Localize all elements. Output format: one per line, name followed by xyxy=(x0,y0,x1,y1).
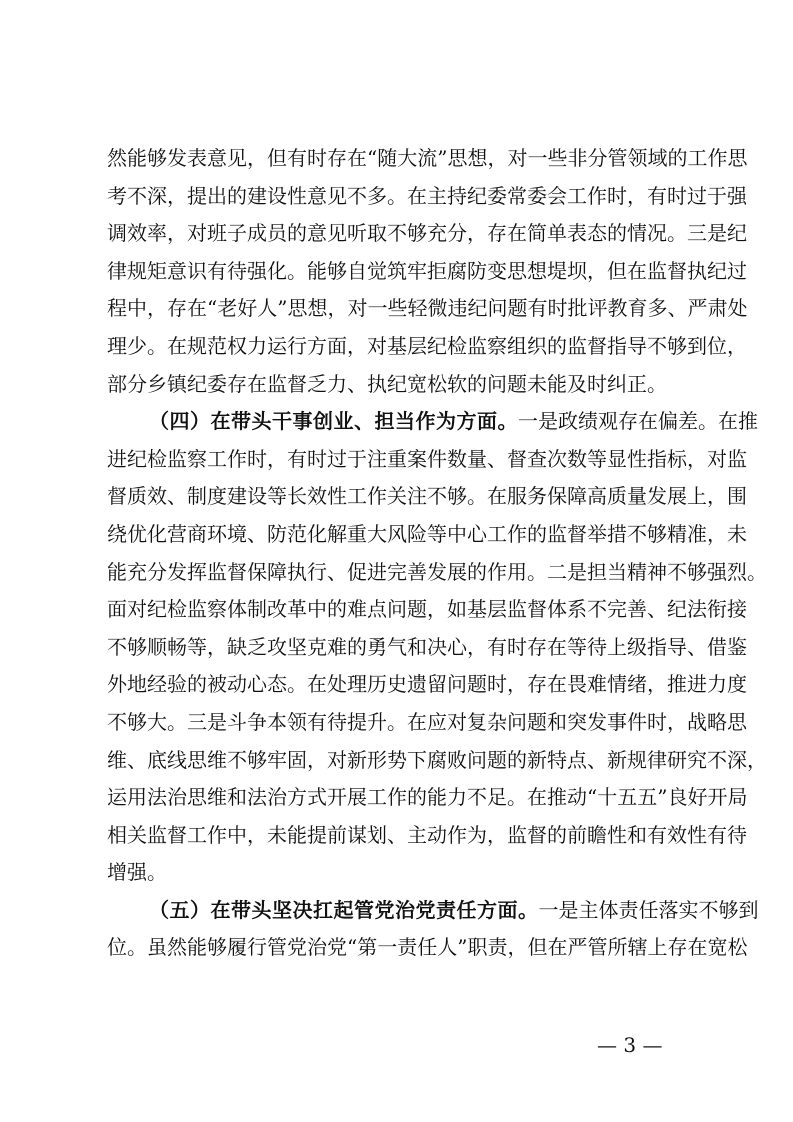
text-line: 增强。 xyxy=(107,860,167,885)
section-5-heading: （五）在带头坚决扛起管党治党责任方面。 xyxy=(149,897,539,922)
text-line: 然能够发表意见，但有时存在“随大流”思想，对一些非分管领域的工作思 xyxy=(107,146,748,170)
section-5-first-line-text: 一是主体责任落实不够到 xyxy=(538,897,759,922)
text-line: 维、底线思维不够牢固，对新形势下腐败问题的新特点、新规律研究不深， xyxy=(107,747,767,772)
text-line: 位。虽然能够履行管党治党“第一责任人”职责，但在严管所辖上存在宽松 xyxy=(107,935,748,960)
page-number: — 3 — xyxy=(597,1033,663,1057)
section-4-first-line-text: 一是政绩观存在偏差。在推 xyxy=(518,409,758,434)
text-line: 面对纪检监察体制改革中的难点问题，如基层监督体系不完善、纪法衔接 xyxy=(107,597,747,622)
body-text xyxy=(107,140,767,967)
text-line: 进纪检监察工作时，有时过于注重案件数量、督查次数等显性指标，对监 xyxy=(107,446,747,471)
section-4-heading: （四）在带头干事创业、担当作为方面。 xyxy=(149,409,518,434)
text-line: 程中，存在“老好人”思想，对一些轻微违纪问题有时批评教育多、严肃处 xyxy=(107,296,748,321)
text-line: 能充分发挥监督保障执行、促进完善发展的作用。二是担当精神不够强烈。 xyxy=(107,559,767,584)
text-line: 理少。在规范权力运行方面，对基层纪检监察组织的监督指导不够到位， xyxy=(107,333,747,358)
text-line: 运用法治思维和法治方式开展工作的能力不足。在推动“十五五”良好开局 xyxy=(107,785,748,810)
section-5-first-line xyxy=(107,892,759,930)
text-line: 不够大。三是斗争本领有待提升。在应对复杂问题和突发事件时，战略思 xyxy=(107,709,747,734)
section-4-first-line xyxy=(107,403,758,441)
text-line: 部分乡镇纪委存在监督乏力、执纪宽松软的问题未能及时纠正。 xyxy=(107,371,667,396)
text-line: 不够顺畅等，缺乏攻坚克难的勇气和决心，有时存在等待上级指导、借鉴 xyxy=(107,634,747,659)
text-line: 督质效、制度建设等长效性工作关注不够。在服务保障高质量发展上，围 xyxy=(107,484,747,509)
text-line: 外地经验的被动心态。在处理历史遗留问题时，存在畏难情绪，推进力度 xyxy=(107,672,747,697)
text-line: 相关监督工作中，未能提前谋划、主动作为，监督的前瞻性和有效性有待 xyxy=(107,822,747,847)
text-line: 绕优化营商环境、防范化解重大风险等中心工作的监督举措不够精准，未 xyxy=(107,521,747,546)
text-line: 考不深，提出的建设性意见不多。在主持纪委常委会工作时，有时过于强 xyxy=(107,183,747,208)
text-line: 律规矩意识有待强化。能够自觉筑牢拒腐防变思想堤坝，但在监督执纪过 xyxy=(107,258,747,283)
text-line: 调效率，对班子成员的意见听取不够充分，存在简单表态的情况。三是纪 xyxy=(107,221,747,246)
